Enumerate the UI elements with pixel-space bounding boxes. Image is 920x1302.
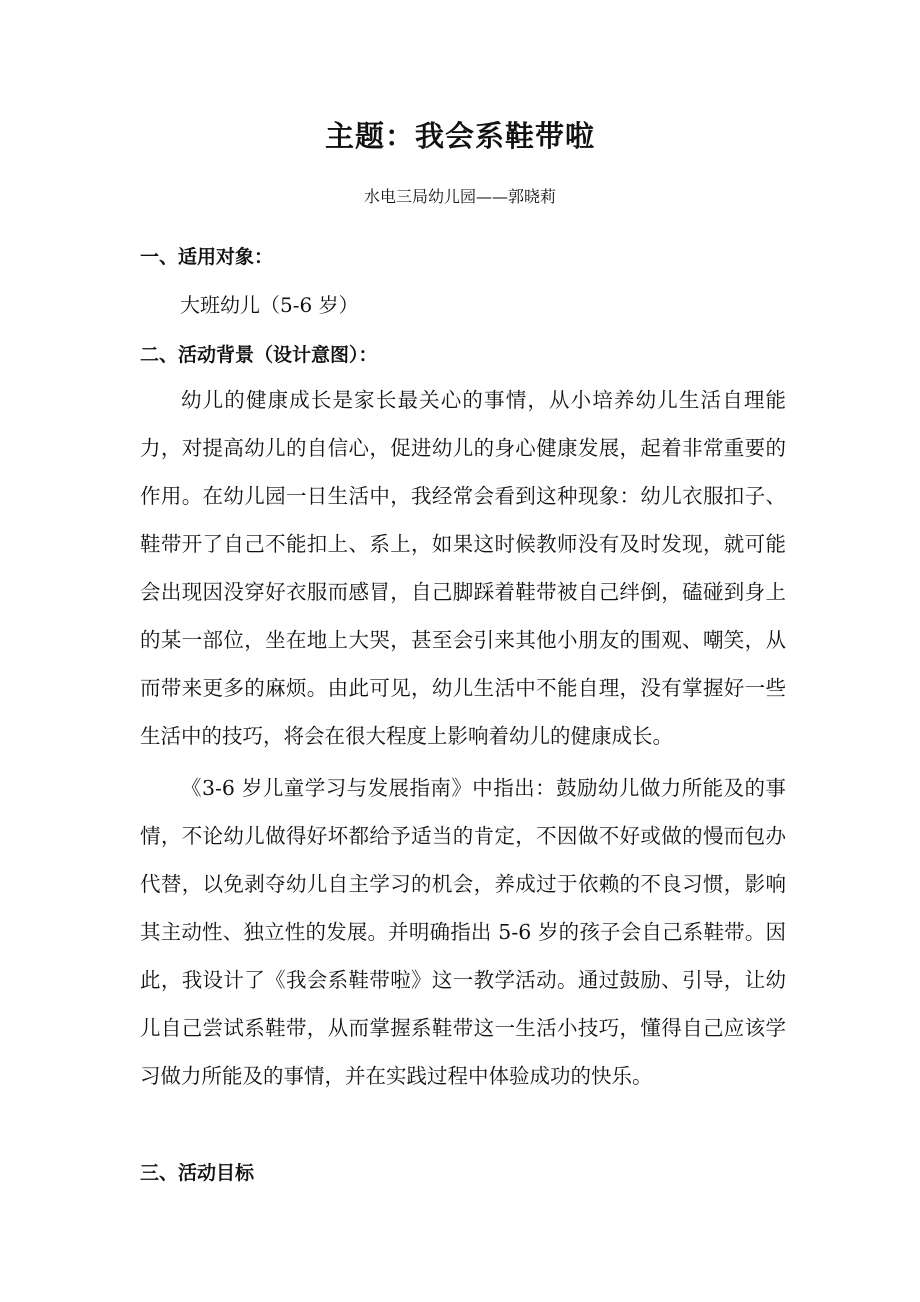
author-line: 水电三局幼儿园——郭晓莉 — [363, 187, 556, 206]
background-paragraph: 《3-6 岁儿童学习与发展指南》中指出：鼓励幼儿做力所能及的事情，不论幼儿做得好坏都给予适当的肯定，不因做不好或做的慢而包办代替，以免剥夺幼儿自主学习的机会，养成过于依赖的不良习惯，影响其主动性、独立性的发展。并明确指出 5-6 岁的孩子会自己系鞋带。因此，我设计了《我会系鞋带啦》这一教学活动。通过鼓励、引导，让幼儿自己尝试系鞋带，从而掌握系鞋带这一生活小技巧，懂得自己应该学习做力所能及的事情，并在实践过程中体验成功的快乐。 — [140, 776, 786, 1088]
document-title: 主题：我会系鞋带啦 — [324, 119, 595, 153]
section-heading-goals: 三、活动目标 — [140, 1162, 255, 1184]
section-heading-target: 一、适用对象： — [140, 246, 274, 268]
target-audience: 大班幼儿（5-6 岁） — [180, 293, 359, 317]
background-paragraph: 幼儿的健康成长是家长最关心的事情，从小培养幼儿生活自理能力，对提高幼儿的自信心，促进幼儿的身心健康发展，起着非常重要的作用。在幼儿园一日生活中，我经常会看到这种现象：幼儿衣服扣子、鞋带开了自己不能扣上、系上，如果这时候教师没有及时发现，就可能会出现因没穿好衣服而感冒，自己脚踩着鞋带被自己绊倒，磕碰到身上的某一部位，坐在地上大哭，甚至会引来其他小朋友的围观、嘲笑，从而带来更多的麻烦。由此可见，幼儿生活中不能自理，没有掌握好一些生活中的技巧，将会在很大程度上影响着幼儿的健康成长。 — [140, 388, 786, 748]
section-heading-background: 二、活动背景（设计意图）： — [140, 344, 378, 366]
